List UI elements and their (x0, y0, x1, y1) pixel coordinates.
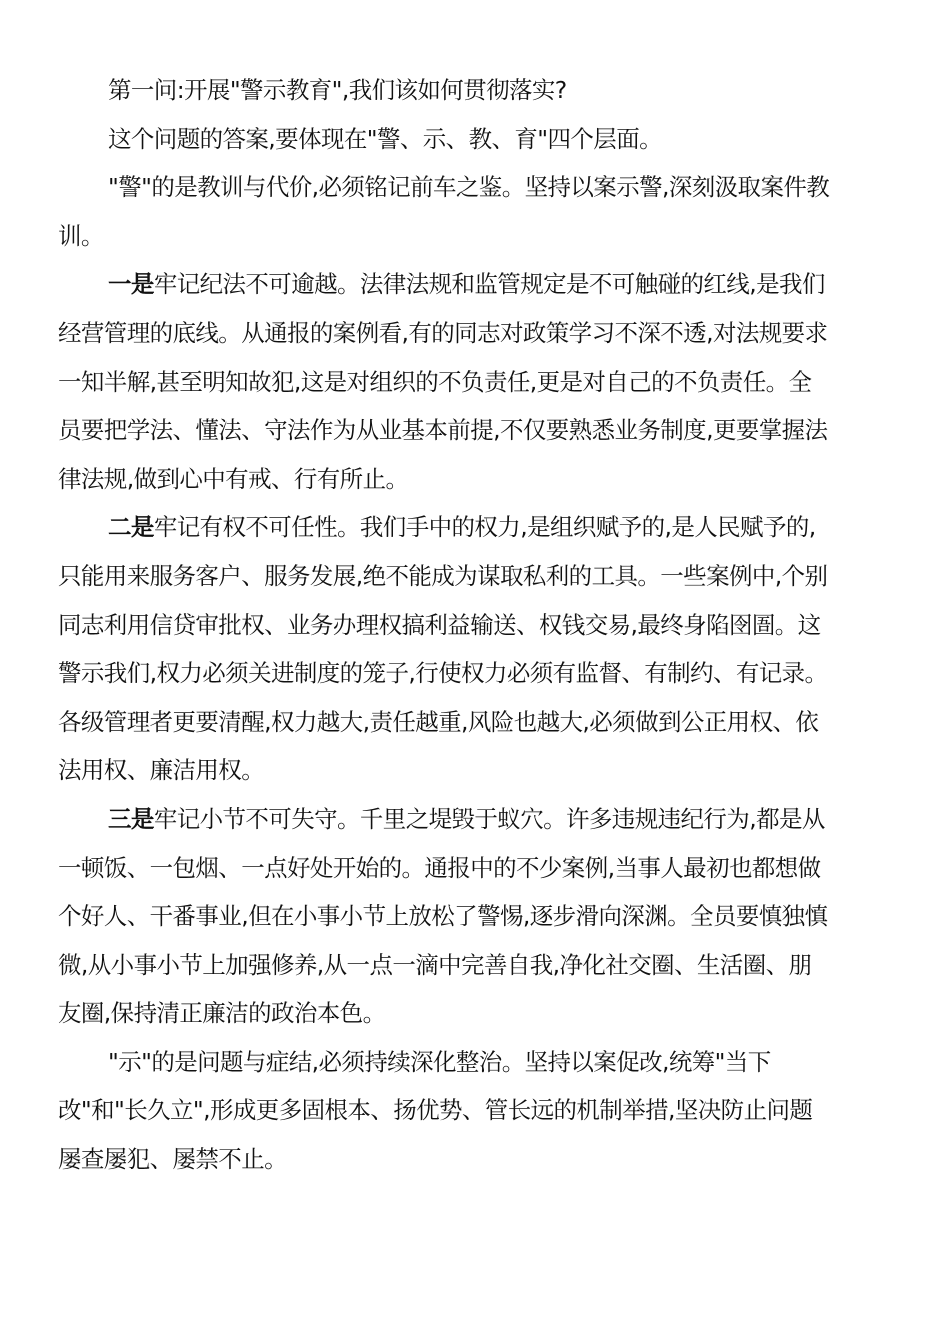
text-line: 法用权、廉洁用权。 (58, 756, 265, 785)
text-line: 友圈,保持清正廉洁的政治本色。 (58, 999, 386, 1028)
paragraph-point-1 (58, 260, 894, 503)
document-page (58, 66, 894, 1184)
text-line: 各级管理者更要清醒,权力越大,责任越重,风险也越大,必须做到公正用权、依 (58, 707, 819, 736)
point-text: 牢记有权不可任性。我们手中的权力,是组织赋予的,是人民赋予的, (153, 513, 816, 542)
text-line: 同志利用信贷审批权、业务办理权搞利益输送、权钱交易,最终身陷囹圄。这 (58, 610, 821, 639)
paragraph-point-3 (58, 795, 894, 1038)
text-line: "示"的是问题与症结,必须持续深化整治。坚持以案促改,统筹"当下 (108, 1047, 771, 1076)
point-lead-label: 一是 (108, 270, 154, 299)
text-line (58, 260, 894, 309)
question-heading: 第一问:开展"警示教育",我们该如何贯彻落实? (108, 76, 567, 104)
paragraph-jing-intro (58, 163, 894, 260)
point-text: 牢记小节不可失守。千里之堤毁于蚁穴。许多违规违纪行为,都是从 (153, 804, 825, 833)
text-line: "警"的是教训与代价,必须铭记前车之鉴。坚持以案示警,深刻汲取案件教 (108, 173, 830, 202)
text-line: 改"和"长久立",形成更多固根本、扬优势、管长远的机制举措,坚决防止问题 (58, 1096, 813, 1125)
text-line: 微,从小事小节上加强修养,从一点一滴中完善自我,净化社交圈、生活圈、朋 (58, 950, 812, 979)
text-line (58, 795, 894, 844)
text-line: 屡查屡犯、屡禁不止。 (58, 1145, 287, 1174)
text-line: 一顿饭、一包烟、一点好处开始的。通报中的不少案例,当事人最初也都想做 (58, 853, 821, 882)
text-line: 警示我们,权力必须关进制度的笼子,行使权力必须有监督、有制约、有记录。 (58, 659, 828, 688)
text-line: 一知半解,甚至明知故犯,这是对组织的不负责任,更是对自己的不负责任。全 (58, 367, 812, 396)
text-line: 律法规,做到心中有戒、行有所止。 (58, 464, 409, 493)
text-line: 员要把学法、懂法、守法作为从业基本前提,不仅要熟悉业务制度,更要掌握法 (58, 416, 828, 445)
answer-intro: 这个问题的答案,要体现在"警、示、教、育"四个层面。 (108, 124, 662, 153)
text-line: 经营管理的底线。从通报的案例看,有的同志对政策学习不深不透,对法规要求 (58, 318, 828, 347)
text-line (58, 503, 894, 552)
text-line: 训。 (58, 221, 104, 250)
paragraph-shi-intro (58, 1038, 894, 1184)
text-line: 只能用来服务客户、服务发展,绝不能成为谋取私利的工具。一些案例中,个别 (58, 561, 828, 590)
paragraph-point-2 (58, 503, 894, 795)
point-text: 牢记纪法不可逾越。法律法规和监管规定是不可触碰的红线,是我们 (153, 270, 825, 299)
text-line: 个好人、干番事业,但在小事小节上放松了警惕,逐步滑向深渊。全员要慎独慎 (58, 902, 828, 931)
point-lead-label: 三是 (108, 804, 154, 833)
point-lead-label: 二是 (108, 513, 154, 542)
